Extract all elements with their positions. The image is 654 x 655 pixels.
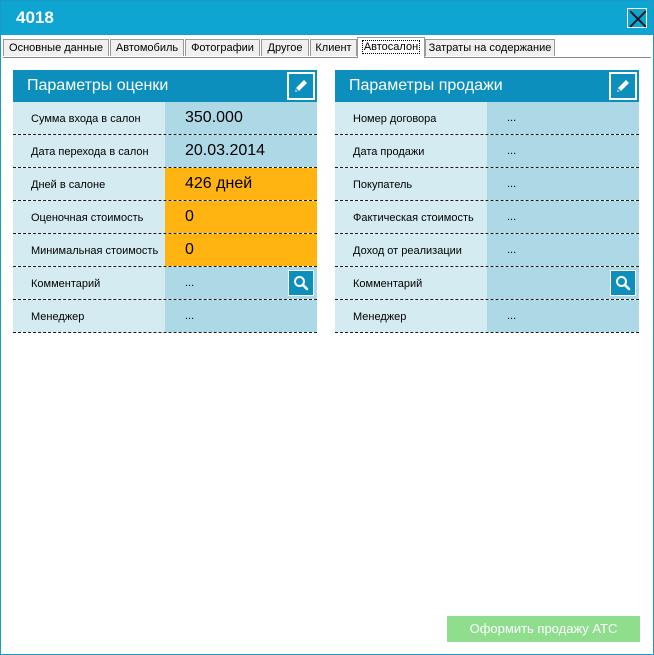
minimize-icon[interactable] (600, 8, 620, 28)
sale-panel-header (335, 70, 639, 102)
sale-edit-button[interactable] (609, 72, 637, 100)
tab-photos[interactable]: Фотографии (185, 39, 260, 56)
row-entry-sum (13, 102, 317, 135)
value-estimated-cost: 0 (185, 208, 194, 225)
tab-maintenance-costs[interactable]: Затраты на содержание (425, 39, 555, 56)
row-sale-income (335, 234, 639, 267)
tab-main-data[interactable]: Основные данные (3, 39, 109, 56)
value-transfer-date: 20.03.2014 (185, 142, 266, 159)
sale-panel-title: Параметры продажи (349, 77, 503, 94)
label-contract-number: Номер договора (353, 113, 437, 125)
label-buyer: Покупатель (353, 179, 413, 191)
tab-other[interactable]: Другое (261, 39, 309, 56)
search-icon (289, 271, 313, 295)
row-estimated-cost (13, 201, 317, 234)
close-icon[interactable] (627, 8, 647, 28)
label-comment: Комментарий (31, 278, 101, 290)
tab-bar (3, 37, 651, 58)
label-transfer-date: Дата перехода в салон (31, 146, 149, 158)
row-sale-date (335, 135, 639, 168)
label-minimum-cost: Минимальная стоимость (31, 245, 159, 257)
value-sale-income: ... (507, 244, 517, 256)
row-transfer-date (13, 135, 317, 168)
label-estimated-cost: Оценочная стоимость (31, 212, 144, 224)
pencil-icon (289, 74, 313, 98)
value-contract-number: ... (507, 112, 517, 124)
label-sale-comment: Комментарий (353, 278, 423, 290)
row-buyer (335, 168, 639, 201)
label-sale-income: Доход от реализации (353, 245, 462, 257)
label-days-in-salon: Дней в салоне (31, 179, 106, 191)
row-sale-manager (335, 300, 639, 333)
tab-client[interactable]: Клиент (310, 39, 357, 56)
value-entry-sum: 350.000 (185, 109, 243, 126)
row-minimum-cost (13, 234, 317, 267)
label-entry-sum: Сумма входа в салон (31, 113, 141, 125)
register-sale-button[interactable]: Оформить продажу АТС (447, 616, 640, 642)
row-comment (13, 267, 317, 300)
evaluation-panel (13, 70, 317, 333)
sale-panel (335, 70, 639, 333)
evaluation-panel-header (13, 70, 317, 102)
evaluation-edit-button[interactable] (287, 72, 315, 100)
search-icon (611, 271, 635, 295)
evaluation-panel-title: Параметры оценки (27, 77, 169, 94)
title-bar (1, 1, 653, 35)
label-sale-manager: Менеджер (353, 311, 407, 323)
row-days-in-salon (13, 168, 317, 201)
row-actual-cost (335, 201, 639, 234)
value-sale-manager: ... (507, 310, 517, 322)
value-minimum-cost: 0 (185, 241, 194, 258)
tab-car[interactable]: Автомобиль (110, 39, 184, 56)
row-contract-number (335, 102, 639, 135)
label-actual-cost: Фактическая стоимость (353, 212, 474, 224)
window-title: 4018 (16, 8, 54, 27)
value-manager: ... (185, 310, 195, 322)
tab-autosalon[interactable]: Автосалон (357, 37, 425, 58)
pencil-icon (611, 74, 635, 98)
evaluation-comment-search-button[interactable] (288, 270, 314, 296)
sale-comment-search-button[interactable] (610, 270, 636, 296)
label-manager: Менеджер (31, 311, 85, 323)
value-sale-date: ... (507, 145, 517, 157)
label-sale-date: Дата продажи (353, 146, 425, 158)
value-days-in-salon: 426 дней (185, 175, 253, 192)
row-sale-comment (335, 267, 639, 300)
value-actual-cost: ... (507, 211, 517, 223)
value-buyer: ... (507, 178, 517, 190)
row-manager (13, 300, 317, 333)
value-comment: ... (185, 277, 195, 289)
